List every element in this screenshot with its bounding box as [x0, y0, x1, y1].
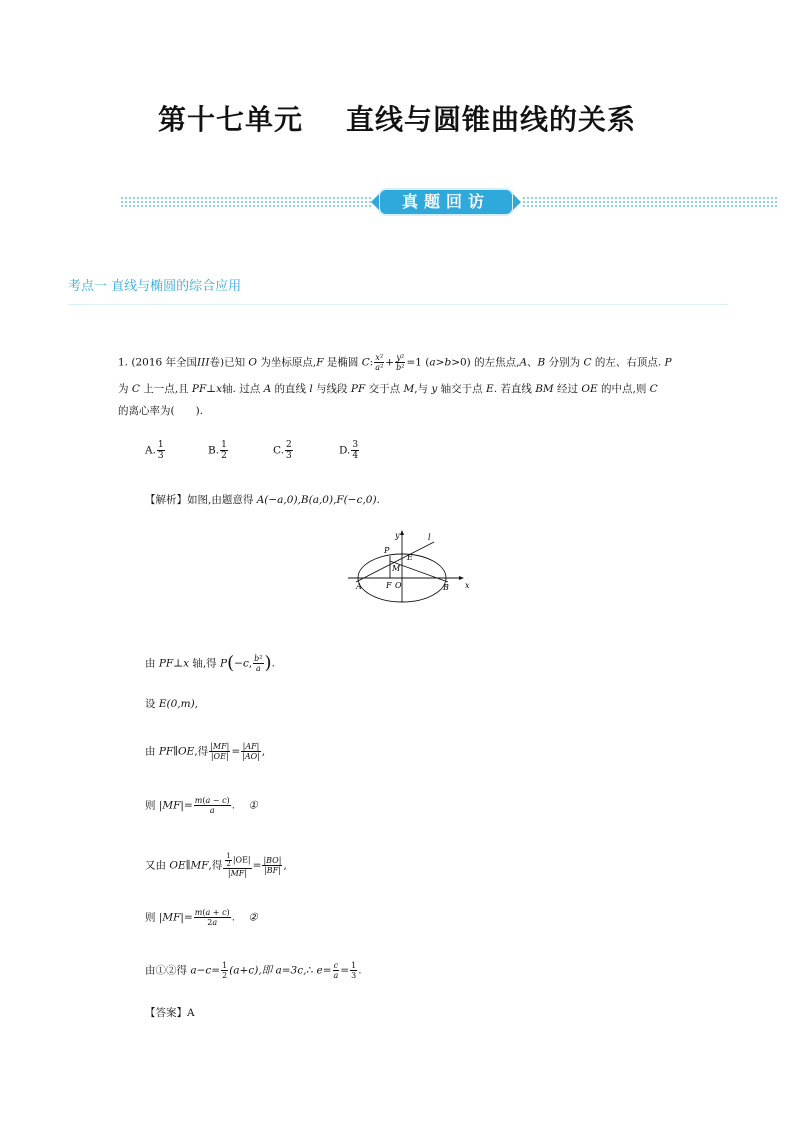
- label-a: A: [356, 582, 362, 591]
- solution-step-7: 由①②得 a−c= $\frac{1}{2}$ (a+c),即 a=3c,∴ e= $\frac{c}{a}$ = $\frac{1}{3}$ .: [145, 961, 362, 980]
- question-line-1: 1. (2016 年全国III卷)已知 O 为坐标原点,F 是椭圆 C: $\frac{\text{x²}}{\text{a²}}$ + $\frac{\text{y²}}{\text{b²}}$ =1 (a>b>0) 的左焦点,A、B 分别为 C 的左、右顶点. P: [118, 353, 672, 372]
- banner-badge: 真题回访: [378, 188, 514, 216]
- label-l: l: [428, 533, 431, 542]
- solution-step-6: 则 |MF|= $\frac{m(a + c)}{2a}$ . ②: [145, 908, 258, 927]
- section-banner: [0, 188, 794, 216]
- solution-step-1: 由 PF⊥x 轴,得 P(−c, $\frac{\text{b²}}{a}$ ).: [145, 652, 275, 674]
- option-d: D. $\frac{3}{4}$: [339, 440, 359, 461]
- ellipse-figure: [340, 526, 476, 606]
- banner-dots-left: [120, 196, 372, 208]
- question-line-3: 的离心率为( ).: [118, 405, 204, 417]
- label-y: y: [395, 531, 400, 540]
- topic-heading: 考点一 直线与椭圆的综合应用: [68, 279, 242, 294]
- option-c: C. $\frac{2}{3}$: [273, 440, 292, 461]
- answer-value: A: [187, 1007, 195, 1019]
- label-b: B: [443, 583, 449, 592]
- solution-step-3: 由 PF∥OE,得 $\frac{|MF|}{|OE|}$ = $\frac{|AF|}{|AO|}$ ,: [145, 742, 266, 761]
- solution-intro: 【解析】如图,由题意得 A(−a,0),B(a,0),F(−c,0).: [145, 494, 380, 506]
- answer-line: 【答案】A: [145, 1007, 195, 1019]
- label-e: E: [407, 553, 413, 562]
- question-line-2: 为 C 上一点,且 PF⊥x轴. 过点 A 的直线 l 与线段 PF 交于点 M,与 y 轴交于点 E. 若直线 BM 经过 OE 的中点,则 C: [118, 383, 658, 395]
- option-b: B. $\frac{1}{2}$: [208, 440, 227, 461]
- y-axis-arrow: [400, 530, 404, 535]
- page-title: 第十七单元 直线与圆锥曲线的关系: [158, 103, 636, 136]
- label-o: O: [395, 581, 402, 590]
- banner-dots-right: [522, 196, 778, 208]
- label-x: x: [465, 581, 470, 590]
- option-a: A. $\frac{1}{3}$: [145, 440, 164, 461]
- solution-step-2: 设 E(0,m),: [145, 698, 199, 710]
- heading-divider: [68, 304, 728, 305]
- ellipse-x-term: $\frac{\text{x²}}{\text{a²}}$: [375, 353, 384, 372]
- label-f: F: [386, 581, 392, 590]
- solution-step-4: 则 |MF|= $\frac{m(a - c)}{a}$ . ①: [145, 796, 258, 815]
- line-l: [356, 542, 434, 582]
- label-p: P: [384, 546, 390, 555]
- x-axis-arrow: [459, 576, 464, 580]
- label-m: M: [392, 564, 401, 573]
- ellipse-y-term: $\frac{\text{y²}}{\text{b²}}$: [396, 353, 405, 372]
- solution-step-5: 又由 OE∥MF,得 $\frac{1}{2}$ |OE| |MF| = $\frac{|BO|}{|BF|}$ ,: [145, 852, 287, 878]
